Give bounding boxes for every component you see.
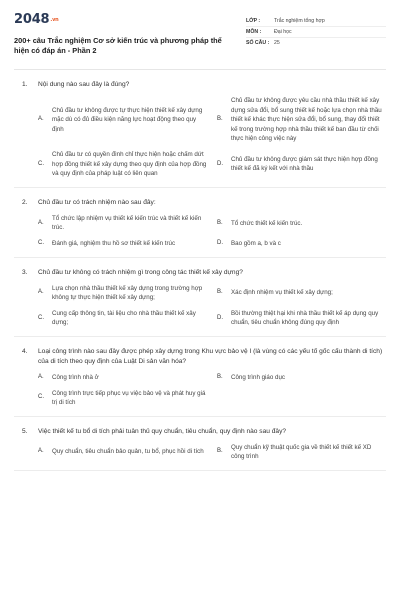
question-number: 3. <box>22 268 28 276</box>
option-letter: C. <box>38 314 44 321</box>
question-text: Chủ đầu tư không có trách nhiệm gì trong công tác thiết kế xây dựng? <box>38 268 243 276</box>
option-text: Quy chuẩn, tiêu chuẩn bảo quản, tu bổ, phục hồi di tích <box>52 448 204 456</box>
question <box>14 198 386 258</box>
question-header <box>14 268 386 278</box>
option-text: Bao gồm a, b và c <box>231 239 281 247</box>
answer-option-b[interactable] <box>217 96 386 144</box>
option-text: Bồi thường thiệt hại khi nhà thầu thiết kế áp dụng quy chuẩn, tiêu chuẩn không đúng quy định <box>231 309 379 327</box>
document-title: 200+ câu Trắc nghiệm Cơ sở kiến trúc và phương pháp thể hiện có đáp án - Phần 2 <box>14 36 222 55</box>
answer-option-c[interactable] <box>38 239 207 249</box>
option-text: Tổ chức lập nhiệm vụ thiết kế kiến trúc và thiết kế kiến trúc. <box>52 214 202 232</box>
question-header <box>14 427 386 437</box>
answer-option-b[interactable] <box>217 214 386 233</box>
answer-options <box>14 284 386 328</box>
option-letter: B. <box>217 448 223 455</box>
answer-option-a[interactable] <box>38 443 207 462</box>
answer-option-d[interactable] <box>217 150 386 179</box>
option-text: Quy chuẩn kỹ thuật quốc gia về thiết kế thiết kế XD công trình <box>231 443 372 461</box>
question-list <box>14 70 386 471</box>
question-text: Nội dung nào sau đây là đúng? <box>38 81 130 88</box>
question-text: Việc thiết kế tu bổ di tích phải tuân thủ quy chuẩn, tiêu chuẩn, quy định nào sau đây? <box>38 427 287 435</box>
question <box>14 80 386 188</box>
option-text: Công trình trực tiếp phục vụ việc bảo vệ và phát huy giá trị di tích <box>52 389 206 407</box>
question-number: 5. <box>22 427 28 435</box>
option-letter: B. <box>217 116 223 123</box>
answer-options <box>14 373 386 408</box>
question-number: 2. <box>22 198 28 206</box>
option-letter: D. <box>217 239 223 246</box>
option-letter: D. <box>217 160 223 167</box>
option-text: Công trình giáo dục <box>231 373 286 381</box>
option-text: Chủ đầu tư có quyền đình chỉ thực hiện hoặc chấm dứt hợp đồng thiết kế xây dựng theo quy định của hợp đồng và quy định của pháp luật có liên quan <box>52 150 207 178</box>
answer-options <box>14 443 386 462</box>
option-letter: C. <box>38 239 44 246</box>
answer-option-a[interactable] <box>38 214 207 233</box>
option-letter: A. <box>38 448 44 455</box>
option-letter: B. <box>217 289 223 296</box>
answer-option-d[interactable] <box>217 239 386 249</box>
answer-option-b[interactable] <box>217 373 386 383</box>
answer-option-b[interactable] <box>217 443 386 462</box>
option-text: Lựa chọn nhà thầu thiết kế xây dựng trong trường hợp không tự thực hiện thiết kế xây dựng; <box>52 284 203 302</box>
answer-option-a[interactable] <box>38 284 207 303</box>
question <box>14 427 386 471</box>
meta-key: LỚP : <box>246 18 261 24</box>
meta-question-count <box>246 38 386 48</box>
option-text: Tổ chức thiết kế kiến trúc. <box>231 219 303 227</box>
question-number: 4. <box>22 347 28 355</box>
option-letter: C. <box>38 394 44 401</box>
document-meta <box>246 12 386 69</box>
option-text: Đánh giá, nghiệm thu hồ sơ thiết kế kiến trúc <box>52 239 176 247</box>
question-text: Loại công trình nào sau đây được phép xây dựng trong Khu vực bảo vệ I (là vùng có các yếu tố gốc cấu thành di tích) của di tích theo quy định của Luật Di sản văn hóa? <box>38 347 383 365</box>
option-letter: A. <box>38 219 44 226</box>
answer-options <box>14 214 386 249</box>
site-logo[interactable] <box>14 12 234 27</box>
header-left <box>14 12 234 69</box>
answer-options <box>14 96 386 179</box>
option-letter: C. <box>38 160 44 167</box>
answer-option-a[interactable] <box>38 373 207 383</box>
question <box>14 268 386 337</box>
answer-option-b[interactable] <box>217 284 386 303</box>
answer-option-c[interactable] <box>38 150 207 179</box>
answer-option-c[interactable] <box>38 309 207 328</box>
meta-key: SỐ CÂU : <box>246 40 270 46</box>
option-letter: D. <box>217 314 223 321</box>
meta-subject <box>246 27 386 38</box>
option-letter: B. <box>217 219 223 226</box>
meta-class <box>246 16 386 27</box>
answer-option-c[interactable] <box>38 389 207 408</box>
answer-option-a[interactable] <box>38 96 207 144</box>
option-letter: A. <box>38 289 44 296</box>
option-text: Xác định nhiệm vụ thiết kế xây dựng; <box>231 289 333 297</box>
meta-value: Đại học <box>274 29 292 35</box>
option-text: Cung cấp thông tin, tài liệu cho nhà thầu thiết kế xây dựng; <box>52 309 196 327</box>
question-header <box>14 198 386 208</box>
option-letter: A. <box>38 373 44 380</box>
document-header <box>14 0 386 70</box>
meta-value: Trắc nghiệm tổng hợp <box>274 18 325 24</box>
option-text: Chủ đầu tư không được giám sát thực hiện hợp đồng thiết kế đã ký kết với nhà thầu <box>231 155 378 173</box>
meta-key: MÔN : <box>246 29 262 35</box>
option-letter: B. <box>217 373 223 380</box>
question-number: 1. <box>22 81 28 88</box>
logo-sub: .vn <box>50 16 59 23</box>
logo-main: 2048 <box>14 12 50 27</box>
question-header <box>14 347 386 367</box>
question <box>14 347 386 417</box>
question-text: Chủ đầu tư có trách nhiệm nào sau đây: <box>38 198 156 206</box>
meta-value: 25 <box>274 40 280 46</box>
answer-option-d[interactable] <box>217 309 386 328</box>
option-text: Chủ đầu tư không được yêu cầu nhà thầu thiết kế xây dựng sửa đổi, bổ sung thiết kế hoặc lựa chọn nhà thầu thiết kế khác thực hiện sửa đổi, bổ sung, thay đổi thiết kế trong trường hợp nhà thầu thiết kế ban đầu từ chối thực hiện công việc này <box>231 97 382 143</box>
option-letter: A. <box>38 116 44 123</box>
question-header <box>14 80 386 90</box>
option-text: Chủ đầu tư không được tự thực hiện thiết kế xây dựng mặc dù có đủ điều kiện năng lực hoạt động theo quy định <box>52 106 203 133</box>
option-text: Công trình nhà ở <box>52 373 99 381</box>
